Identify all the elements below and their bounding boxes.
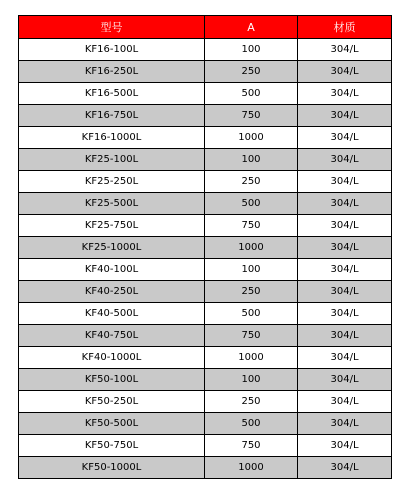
- cell-model: KF16-500L: [19, 83, 205, 105]
- table-row: [19, 127, 392, 149]
- cell-a: 100: [205, 39, 298, 61]
- cell-a: 1000: [205, 237, 298, 259]
- cell-model: KF40-100L: [19, 259, 205, 281]
- cell-material: 304/L: [298, 237, 392, 259]
- cell-model: KF25-100L: [19, 149, 205, 171]
- cell-material: 304/L: [298, 413, 392, 435]
- table-row: [19, 149, 392, 171]
- cell-model: KF16-250L: [19, 61, 205, 83]
- cell-a: 750: [205, 435, 298, 457]
- table-row: [19, 105, 392, 127]
- cell-material: 304/L: [298, 259, 392, 281]
- cell-model: KF50-250L: [19, 391, 205, 413]
- table-row: [19, 171, 392, 193]
- table-row: [19, 39, 392, 61]
- table-row: [19, 457, 392, 479]
- table-row: [19, 391, 392, 413]
- cell-model: KF25-250L: [19, 171, 205, 193]
- cell-a: 500: [205, 83, 298, 105]
- cell-material: 304/L: [298, 83, 392, 105]
- cell-material: 304/L: [298, 369, 392, 391]
- cell-model: KF16-100L: [19, 39, 205, 61]
- cell-a: 100: [205, 149, 298, 171]
- cell-material: 304/L: [298, 61, 392, 83]
- cell-model: KF50-750L: [19, 435, 205, 457]
- cell-material: 304/L: [298, 149, 392, 171]
- cell-a: 100: [205, 369, 298, 391]
- cell-model: KF16-1000L: [19, 127, 205, 149]
- cell-model: KF16-750L: [19, 105, 205, 127]
- cell-material: 304/L: [298, 391, 392, 413]
- cell-model: KF50-500L: [19, 413, 205, 435]
- cell-material: 304/L: [298, 457, 392, 479]
- cell-model: KF40-500L: [19, 303, 205, 325]
- table-row: [19, 215, 392, 237]
- spec-table: [18, 15, 392, 479]
- cell-material: 304/L: [298, 303, 392, 325]
- header-row: [19, 16, 392, 39]
- cell-a: 500: [205, 413, 298, 435]
- cell-model: KF50-1000L: [19, 457, 205, 479]
- table-row: [19, 303, 392, 325]
- table-row: [19, 83, 392, 105]
- table-row: [19, 61, 392, 83]
- header-model: 型号: [19, 16, 205, 39]
- header-a: A: [205, 16, 298, 39]
- cell-a: 250: [205, 281, 298, 303]
- table-row: [19, 325, 392, 347]
- cell-material: 304/L: [298, 171, 392, 193]
- header-material: 材质: [298, 16, 392, 39]
- cell-a: 750: [205, 325, 298, 347]
- cell-material: 304/L: [298, 281, 392, 303]
- cell-model: KF40-250L: [19, 281, 205, 303]
- cell-material: 304/L: [298, 347, 392, 369]
- table-row: [19, 413, 392, 435]
- cell-a: 750: [205, 105, 298, 127]
- cell-model: KF50-100L: [19, 369, 205, 391]
- cell-model: KF25-750L: [19, 215, 205, 237]
- cell-model: KF40-1000L: [19, 347, 205, 369]
- cell-material: 304/L: [298, 215, 392, 237]
- cell-material: 304/L: [298, 193, 392, 215]
- table-row: [19, 237, 392, 259]
- cell-material: 304/L: [298, 39, 392, 61]
- cell-a: 1000: [205, 127, 298, 149]
- cell-a: 500: [205, 193, 298, 215]
- table-row: [19, 259, 392, 281]
- table-row: [19, 281, 392, 303]
- cell-a: 750: [205, 215, 298, 237]
- cell-a: 100: [205, 259, 298, 281]
- cell-material: 304/L: [298, 105, 392, 127]
- table-row: [19, 435, 392, 457]
- table-row: [19, 193, 392, 215]
- cell-material: 304/L: [298, 325, 392, 347]
- cell-model: KF25-500L: [19, 193, 205, 215]
- cell-a: 1000: [205, 457, 298, 479]
- cell-a: 250: [205, 61, 298, 83]
- cell-material: 304/L: [298, 127, 392, 149]
- cell-model: KF25-1000L: [19, 237, 205, 259]
- cell-a: 1000: [205, 347, 298, 369]
- cell-model: KF40-750L: [19, 325, 205, 347]
- table-row: [19, 369, 392, 391]
- table-body: [19, 39, 392, 479]
- cell-a: 500: [205, 303, 298, 325]
- cell-material: 304/L: [298, 435, 392, 457]
- table-row: [19, 347, 392, 369]
- cell-a: 250: [205, 171, 298, 193]
- cell-a: 250: [205, 391, 298, 413]
